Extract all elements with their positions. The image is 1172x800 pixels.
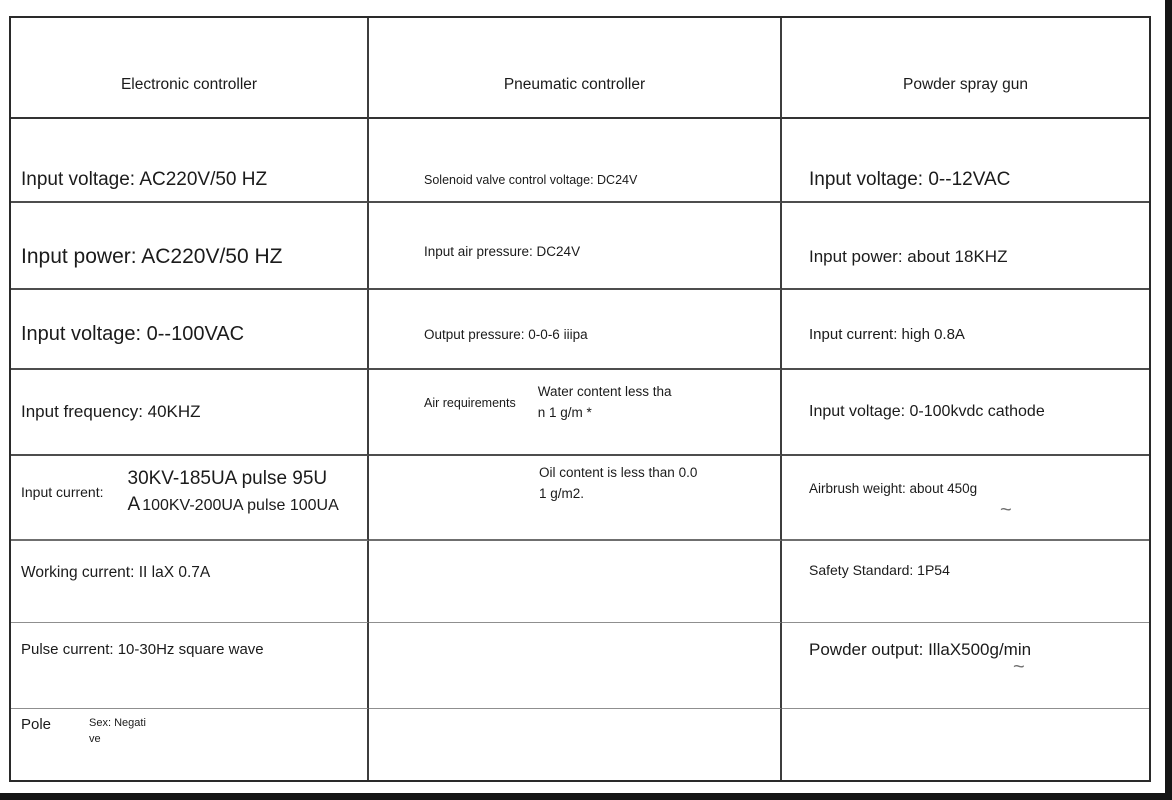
cell-gun-cathode-voltage xyxy=(782,370,1149,456)
cell-pneumatic-empty-2 xyxy=(369,623,782,709)
cell-pneumatic-oil-content xyxy=(369,456,782,541)
cell-pneumatic-input-air-pressure xyxy=(369,203,782,290)
spec-text: Output pressure: 0-0-6 iiipa xyxy=(424,326,588,342)
specification-table xyxy=(9,16,1151,782)
spec-text-line: 1 g/m2. xyxy=(539,485,585,501)
cell-gun-input-power xyxy=(782,203,1149,290)
cell-header-electronic xyxy=(11,18,369,119)
cell-gun-input-voltage xyxy=(782,119,1149,203)
cell-electronic-input-current xyxy=(11,456,369,541)
spec-text-fragment: 100KV-200UA pulse 100UA xyxy=(142,496,339,514)
cell-electronic-input-voltage xyxy=(11,119,369,203)
spec-text-line xyxy=(128,492,339,517)
spec-text: Pulse current: 10-30Hz square wave xyxy=(21,641,264,658)
cell-electronic-pole xyxy=(11,709,369,780)
spec-text-line: 30KV-185UA pulse 95U xyxy=(127,468,328,490)
column-title-pneumatic: Pneumatic controller xyxy=(503,76,646,93)
cell-header-pneumatic xyxy=(369,18,782,119)
spec-text: Safety Standard: 1P54 xyxy=(809,561,950,578)
spec-text-line: n 1 g/m * xyxy=(537,405,592,420)
cell-electronic-input-voltage-range xyxy=(11,290,369,370)
cell-electronic-input-frequency xyxy=(11,370,369,456)
cell-pneumatic-output-pressure xyxy=(369,290,782,370)
cell-gun-airbrush-weight xyxy=(782,456,1149,541)
spec-label: Air requirements xyxy=(424,396,516,410)
column-title-electronic: Electronic controller xyxy=(120,76,258,93)
cell-gun-input-current xyxy=(782,290,1149,370)
spec-text: Airbrush weight: about 450g xyxy=(809,481,978,496)
spec-text: Input voltage: AC220V/50 HZ xyxy=(21,169,268,190)
cell-pneumatic-solenoid-voltage xyxy=(369,119,782,203)
cell-pneumatic-empty-1 xyxy=(369,541,782,623)
spec-text-line: Oil content is less than 0.0 xyxy=(539,464,698,480)
spec-text: Input power: AC220V/50 HZ xyxy=(21,244,283,268)
spec-text-fragment: A xyxy=(127,493,141,515)
tilde-mark: ~ xyxy=(1013,656,1025,678)
spec-text: Input frequency: 40KHZ xyxy=(21,402,201,421)
spec-value-block xyxy=(539,463,697,505)
spec-value-block xyxy=(538,382,672,424)
spec-text: Input voltage: 0--12VAC xyxy=(809,169,1011,190)
spec-label: Pole xyxy=(21,716,52,733)
image-edge-frame-bottom xyxy=(0,793,1172,800)
cell-electronic-working-current xyxy=(11,541,369,623)
image-edge-frame-right xyxy=(1165,0,1172,800)
cell-gun-safety-standard xyxy=(782,541,1149,623)
spec-text: Input current: high 0.8A xyxy=(809,325,965,343)
spec-value-block xyxy=(128,466,339,516)
cell-pneumatic-empty-3 xyxy=(369,709,782,780)
spec-text: Input voltage: 0-100kvdc cathode xyxy=(809,403,1045,420)
cell-gun-powder-output xyxy=(782,623,1149,709)
spec-text: Input power: about 18KHZ xyxy=(809,246,1008,266)
spec-text-line: Sex: Negati xyxy=(89,717,146,729)
cell-pneumatic-air-requirements xyxy=(369,370,782,456)
tilde-mark: ~ xyxy=(1000,499,1012,521)
spec-value-block xyxy=(89,716,146,748)
cell-gun-empty xyxy=(782,709,1149,780)
spec-text-line: ve xyxy=(89,732,101,745)
spec-text: Solenoid valve control voltage: DC24V xyxy=(424,173,638,187)
spec-text: Input voltage: 0--100VAC xyxy=(21,322,245,345)
spec-text: Working current: II laX 0.7A xyxy=(21,563,211,581)
spec-text: Input air pressure: DC24V xyxy=(424,244,581,259)
spec-text: Powder output: IllaX500g/min xyxy=(809,639,1032,659)
cell-electronic-input-power xyxy=(11,203,369,290)
spec-label: Input current: xyxy=(21,483,104,500)
cell-electronic-pulse-current xyxy=(11,623,369,709)
cell-header-spray-gun xyxy=(782,18,1149,119)
column-title-spray-gun: Powder spray gun xyxy=(903,76,1028,93)
spec-text-line: Water content less tha xyxy=(537,384,672,400)
